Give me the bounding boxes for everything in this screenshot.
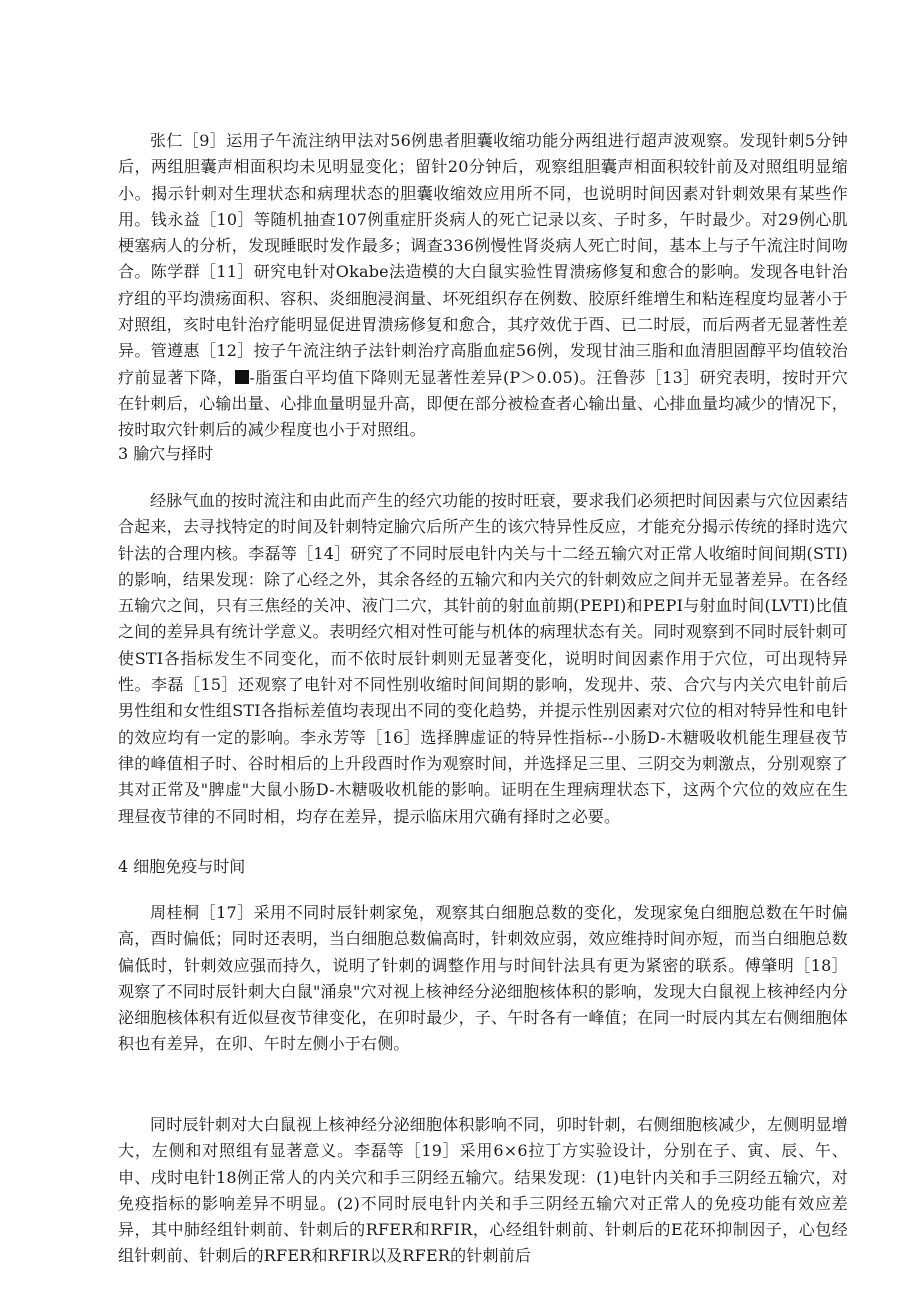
paragraph-1-text: 张仁［9］运用子午流注纳甲法对56例患者胆囊收缩功能分两组进行超声波观察。发现针刺5分钟后，两组胆囊声相面积均未见明显变化；留针20分钟后，观察组胆囊声相面积较针前及对照组明显缩小。揭示针刺对生理状态和病理状态的胆囊收缩效应用所不同，也说明时间因素对针刺效果有某些作用。钱永益［10］等随机抽查107例重症肝炎病人的死亡记录以亥、子时多，午时最少。对29例心肌梗塞病人的分析，发现睡眠时发作最多；调查336例慢性肾炎病人死亡时间，基本上与子午流注时间吻合。陈学群［11］研究电针对Okabe法造模的大白鼠实验性胃溃疡修复和愈合的影响。发现各电针治疗组的平均溃疡面积、容积、炎细胞浸润量、坏死组织存在例数、胶原纤维增生和粘连程度均显著小于对照组，亥时电针治疗能明显促进胃溃疡修复和愈合，其疗效优于酉、已二时辰，而后两者无显著性差异。管遵惠［12］按子午流注纳子法针刺治疗高脂血症56例，发现甘油三脂和血清胆固醇平均值较治疗前显著下降， xyxy=(118,131,848,387)
paragraph-3: 周桂桐［17］采用不同时辰针刺家兔，观察其白细胞总数的变化，发现家兔白细胞总数在午时偏高，酉时偏低；同时还表明，当白细胞总数偏高时，针刺效应弱，效应维持时间亦短，而当白细胞总数偏低时，针刺效应强而持久，说明了针刺的调整作用与时间针法具有更为紧密的联系。傅肇明［18］观察了不同时辰针刺大白鼠"涌泉"穴对视上核神经分泌细胞核体积的影响，发现大白鼠视上核神经内分泌细胞核体积有近似昼夜节律变化，在卯时最少，子、午时各有一峰值；在同一时辰内其左右侧细胞体积也有差异，在卯、午时左侧小于右侧。 xyxy=(118,903,848,1054)
redaction-mark xyxy=(235,370,249,384)
paragraph-4: 同时辰针刺对大白鼠视上核神经分泌细胞体积影响不同，卯时针刺，右侧细胞核减少，左侧明显增大，左侧和对照组有显著意义。李磊等［19］采用6×6拉丁方实验设计，分别在子、寅、辰、午、申、戌时电针18例正常人的内关穴和手三阴经五输穴。结果发现：(1)电针内关和手三阴经五输穴，对免疫指标的影响差异不明显。(2)不同时辰电针内关和手三阴经五输穴对正常人的免疫功能有效应差异，其中肺经组针刺前、针刺后的RFER和RFIR，心经组针刺前、针刺后的E花环抑制因子，心包经组针刺前、针刺后的RFER和RFIR以及RFER的针刺前后 xyxy=(118,1115,848,1266)
paragraph-1-tail: -脂蛋白平均值下降则无显著性差异(P＞0.05)。汪鲁莎［13］研究表明，按时开穴在针刺后，心输出量、心排血量明显升高，即便在部分被检查者心输出量、心排血量均减少的情况下，按时取穴针刺后的减少程度也小于对照组。 xyxy=(118,367,848,440)
section-heading-4: 4 细胞免疫与时间 xyxy=(118,857,246,876)
paragraph-1 xyxy=(118,128,848,444)
section-heading-3: 3 腧穴与择时 xyxy=(118,444,214,463)
paragraph-2: 经脉气血的按时流注和由此而产生的经穴功能的按时旺衰，要求我们必须把时间因素与穴位因素结合起来，去寻找特定的时间及针刺特定腧穴后所产生的该穴特异性反应，才能充分揭示传统的择时选穴针法的合理内核。李磊等［14］研究了不同时辰电针内关与十二经五输穴对正常人收缩时间间期(STI)的影响，结果发现：除了心经之外，其余各经的五输穴和内关穴的针刺效应之间并无显著差异。在各经五输穴之间，只有三焦经的关冲、液门二穴，其针前的射血前期(PEPI)和PEPI与射血时间(LVTI)比值之间的差异具有统计学意义。表明经穴相对性可能与机体的病理状态有关。同时观察到不同时辰针刺可使STI各指标发生不同变化，而不依时辰针刺则无显著变化，说明时间因素作用于穴位，可出现特异性。李磊［15］还观察了电针对不同性别收缩时间间期的影响，发现井、荥、合穴与内关穴电针前后男性组和女性组STI各指标差值均表现出不同的变化趋势，并提示性别因素对穴位的相对特异性和电针的效应均有一定的影响。李永芳等［16］选择脾虚证的特异性指标--小肠D-木糖吸收机能生理昼夜节律的峰值相子时、谷时相后的上升段酉时作为观察时间，并选择足三里、三阴交为刺激点，分别观察了其对正常及"脾虚"大鼠小肠D-木糖吸收机能的影响。证明在生理病理状态下，这两个穴位的效应在生理昼夜节律的不同时相，均存在差异，提示临床用穴确有择时之必要。 xyxy=(118,491,848,826)
